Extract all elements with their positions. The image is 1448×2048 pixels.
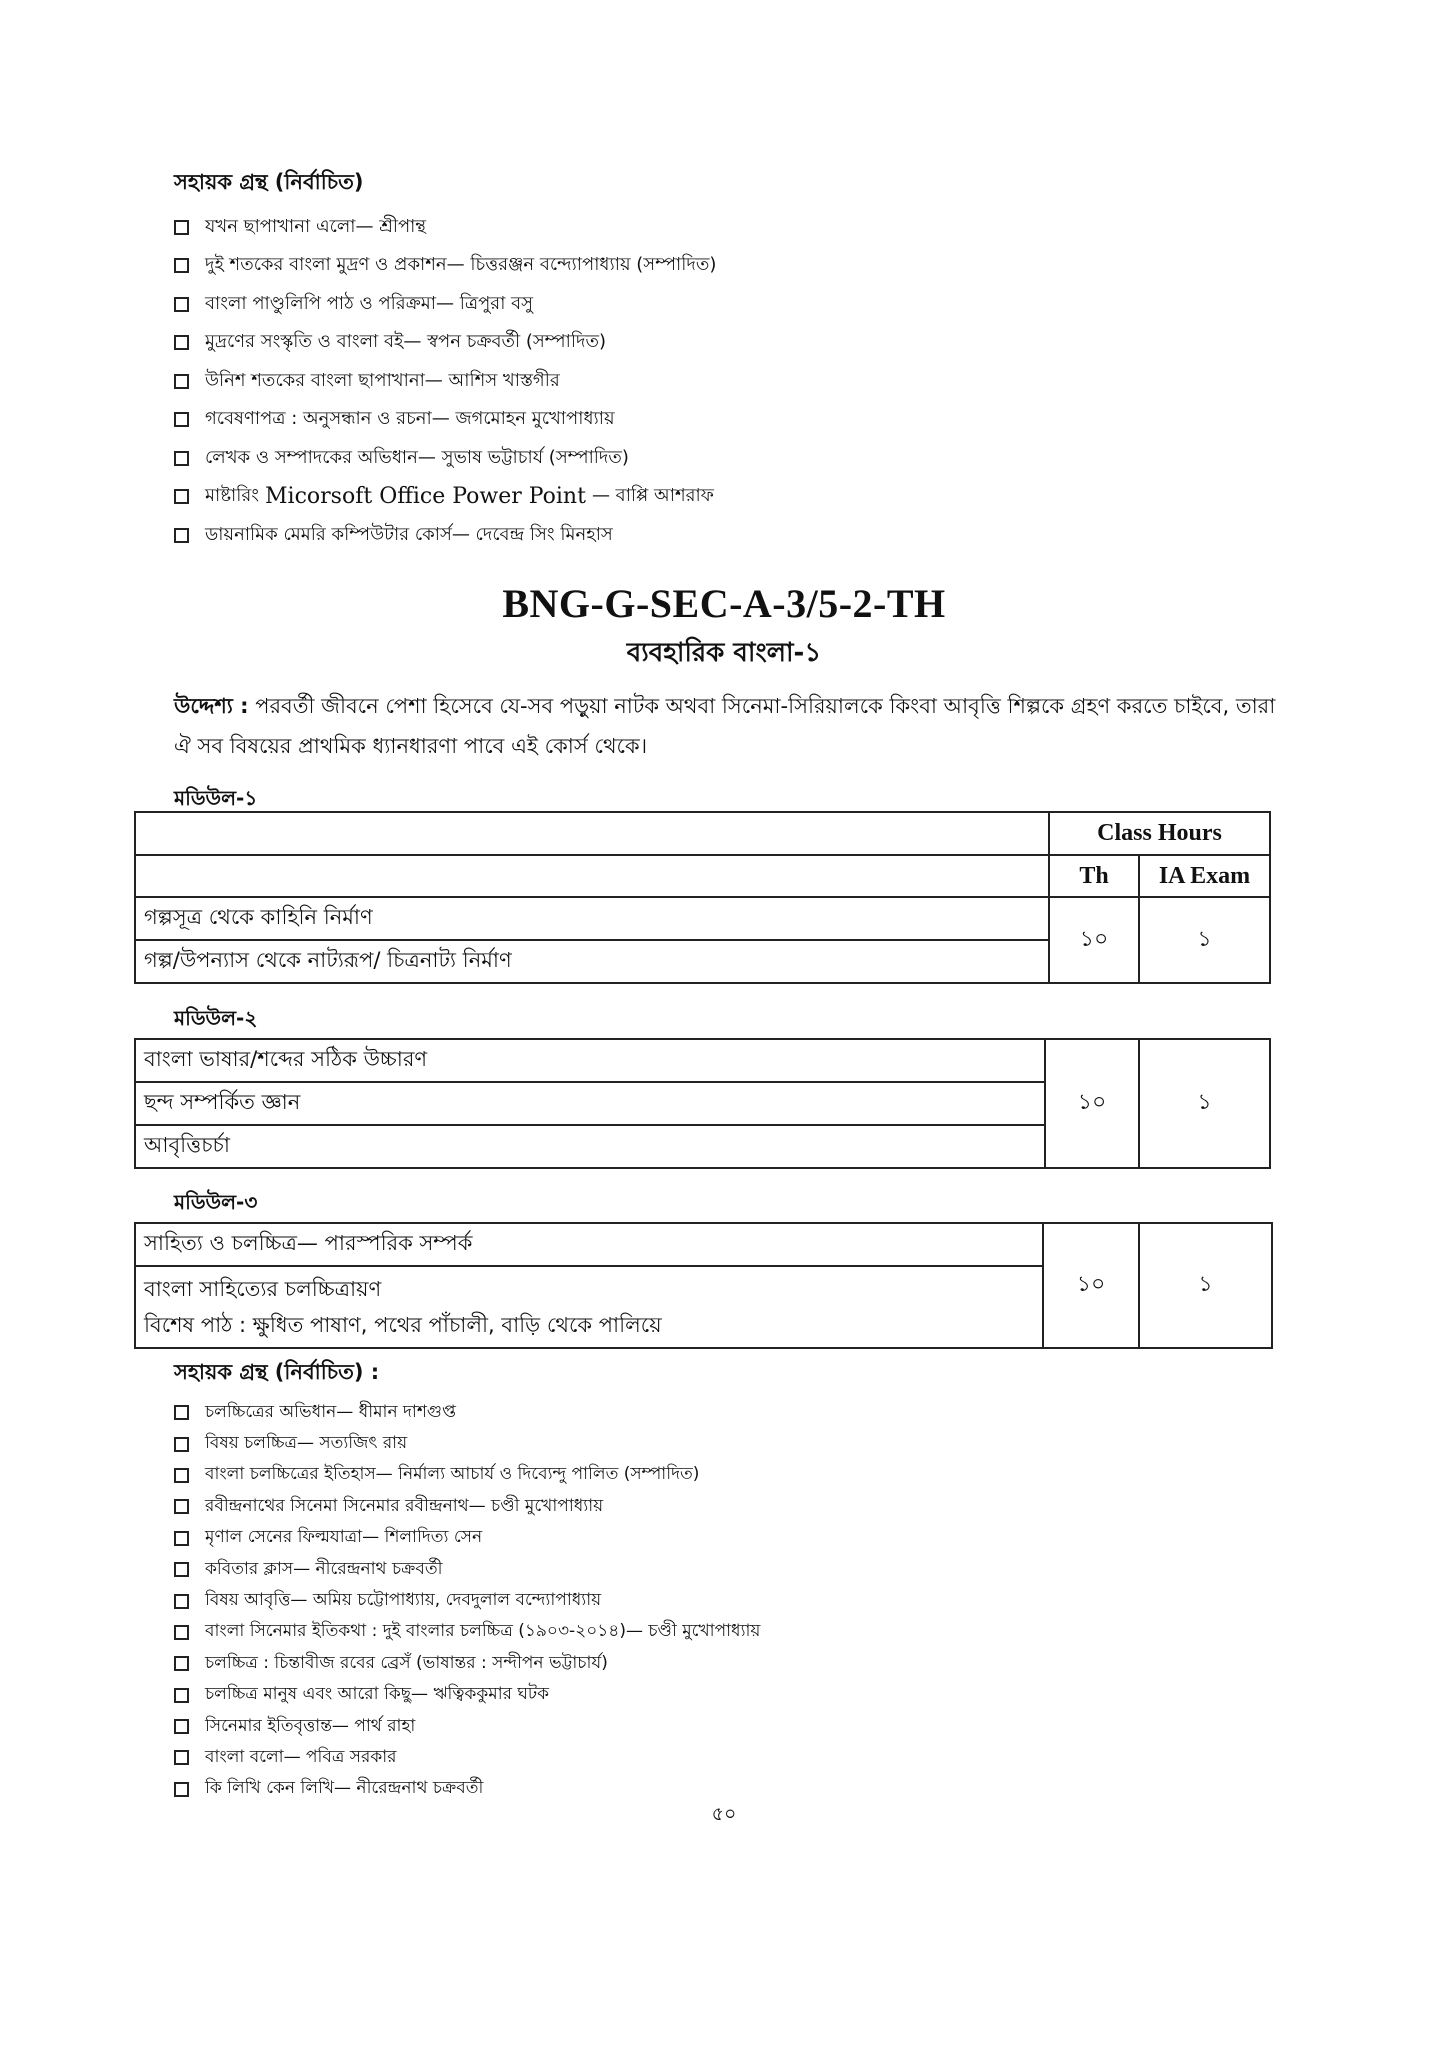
checkbox-icon [174, 1499, 189, 1514]
topic-cell: সাহিত্য ও চলচ্চিত্র— পারস্পরিক সম্পর্ক [135, 1223, 1043, 1266]
list-item: বাংলা পাণ্ডুলিপি পাঠ ও পরিক্রমা— ত্রিপুরা বসু [174, 285, 1324, 324]
checkbox-icon [174, 1750, 189, 1765]
course-code: BNG-G-SEC-A-3/5-2-TH [502, 581, 946, 626]
checkbox-icon [174, 1782, 189, 1797]
course-title: ব্যবহারিক বাংলা-১ [626, 638, 822, 668]
ia-exam-cell: ১ [1139, 1223, 1272, 1348]
list-item: লেখক ও সম্পাদকের অভিধান— সুভাষ ভট্টাচার্য (সম্পাদিত) [174, 439, 1324, 478]
list-item: মৃণাল সেনের ফিল্মযাত্রা— শিলাদিত্য সেন [174, 1523, 1324, 1554]
list-item: বাংলা বলো— পবিত্র সরকার [174, 1742, 1324, 1773]
module-2-table [134, 1038, 1271, 1169]
table-cell [135, 812, 1049, 855]
list-item: বাংলা চলচ্চিত্রের ইতিহাস— নির্মাল্য আচার্য ও দিব্যেন্দু পালিত (সম্পাদিত) [174, 1460, 1324, 1491]
module-3-label: মডিউল-৩ [174, 1190, 258, 1214]
module-1-label: মডিউল-১ [174, 786, 258, 810]
list-item: কি লিখি কেন লিখি— নীরেন্দ্রনাথ চক্রবর্তী [174, 1774, 1324, 1805]
checkbox-icon [174, 335, 189, 350]
ia-exam-cell: ১ [1139, 1039, 1270, 1168]
table-row [135, 1223, 1272, 1266]
checkbox-icon [174, 220, 189, 235]
module-3-table [134, 1222, 1273, 1349]
list-item: বিষয় আবৃত্তি— অমিয় চট্টোপাধ্যায়, দেবদুলাল বন্দ্যোপাধ্যায় [174, 1585, 1324, 1616]
table-row [135, 897, 1270, 940]
checkbox-icon [174, 451, 189, 466]
checkbox-icon [174, 412, 189, 427]
th-hours-cell: ১০ [1043, 1223, 1139, 1348]
checkbox-icon [174, 528, 189, 543]
list-item: রবীন্দ্রনাথের সিনেমা সিনেমার রবীন্দ্রনাথ— চণ্ডী মুখোপাধ্যায় [174, 1491, 1324, 1522]
table-cell [135, 855, 1049, 897]
checkbox-icon [174, 258, 189, 273]
table-row [135, 1039, 1270, 1082]
checkbox-icon [174, 1468, 189, 1483]
list-item: চলচ্চিত্র : চিন্তাবীজ রবের ব্রেসঁ (ভাষান্তর : সন্দীপন ভট্টাচার্য) [174, 1648, 1324, 1679]
reference-books-section-1 [174, 166, 1324, 555]
topic-cell: ছন্দ সম্পর্কিত জ্ঞান [135, 1082, 1045, 1125]
ia-exam-header: IA Exam [1139, 855, 1270, 897]
list-item: বাংলা সিনেমার ইতিকথা : দুই বাংলার চলচ্চিত্র (১৯০৩-২০১৪)— চণ্ডী মুখোপাধ্যায় [174, 1617, 1324, 1648]
page-number: ৫০ [711, 1803, 737, 1825]
checkbox-icon [174, 1562, 189, 1577]
list-item: গবেষণাপত্র : অনুসন্ধান ও রচনা— জগমোহন মুখোপাধ্যায় [174, 401, 1324, 440]
ia-exam-cell: ১ [1139, 897, 1270, 983]
th-header: Th [1049, 855, 1139, 897]
checkbox-icon [174, 1405, 189, 1420]
topic-cell [135, 1266, 1043, 1348]
list-item: মুদ্রণের সংস্কৃতি ও বাংলা বই— স্বপন চক্রবর্তী (সম্পাদিত) [174, 324, 1324, 363]
checkbox-icon [174, 1719, 189, 1734]
reference-books-section-2 [174, 1356, 1324, 1805]
th-hours-cell: ১০ [1045, 1039, 1139, 1168]
topic-cell: গল্প/উপন্যাস থেকে নাট্যরূপ/ চিত্রনাট্য নির্মাণ [135, 940, 1049, 983]
checkbox-icon [174, 1437, 189, 1452]
module-2-label: মডিউল-২ [174, 1006, 258, 1030]
topic-line: বিশেষ পাঠ : ক্ষুধিত পাষাণ, পথের পাঁচালী, বাড়ি থেকে পালিয়ে [144, 1313, 662, 1337]
topic-cell: আবৃত্তিচর্চা [135, 1125, 1045, 1168]
objective-label: উদ্দেশ্য : [174, 694, 249, 718]
topic-cell: গল্পসূত্র থেকে কাহিনি নির্মাণ [135, 897, 1049, 940]
checkbox-icon [174, 1594, 189, 1609]
list-item: কবিতার ক্লাস— নীরেন্দ্রনাথ চক্রবর্তী [174, 1554, 1324, 1585]
list-item: ডায়নামিক মেমরি কম্পিউটার কোর্স— দেবেন্দ্র সিং মিনহাস [174, 516, 1324, 555]
checkbox-icon [174, 297, 189, 312]
list-item: উনিশ শতকের বাংলা ছাপাখানা— আশিস খাস্তগীর [174, 362, 1324, 401]
objective-text: পরবর্তী জীবনে পেশা হিসেবে যে-সব পড়ুয়া নাটক অথবা সিনেমা-সিরিয়ালকে কিংবা আবৃত্তি শিল্পকে গ্রহণ করতে চাইবে, তারা ঐ সব বিষয়ের প্রাথমিক ধ্যানধারণা পাবে এই কোর্স থেকে। [174, 694, 1276, 758]
list-item: দুই শতকের বাংলা মুদ্রণ ও প্রকাশন— চিত্তরঞ্জন বন্দ্যোপাধ্যায় (সম্পাদিত) [174, 247, 1324, 286]
list-item: মাষ্টারিং Micorsoft Office Power Point — বাপ্পি আশরাফ [174, 478, 1324, 517]
list-item: চলচ্চিত্র মানুষ এবং আরো কিছু— ঋত্বিককুমার ঘটক [174, 1680, 1324, 1711]
list-item: চলচ্চিত্রের অভিধান— ধীমান দাশগুপ্ত [174, 1397, 1324, 1428]
reference-books-list [174, 1397, 1324, 1805]
list-item: বিষয় চলচ্চিত্র— সত্যজিৎ রায় [174, 1428, 1324, 1459]
reference-books-heading: সহায়ক গ্রন্থ (নির্বাচিত) : [174, 1360, 380, 1384]
th-hours-cell: ১০ [1049, 897, 1139, 983]
checkbox-icon [174, 1625, 189, 1640]
checkbox-icon [174, 489, 189, 504]
course-objective [174, 686, 1294, 766]
checkbox-icon [174, 1688, 189, 1703]
list-item: সিনেমার ইতিবৃত্তান্ত— পার্থ রাহা [174, 1711, 1324, 1742]
module-1-table [134, 811, 1271, 984]
class-hours-header: Class Hours [1049, 812, 1270, 855]
topic-cell: বাংলা ভাষার/শব্দের সঠিক উচ্চারণ [135, 1039, 1045, 1082]
checkbox-icon [174, 1531, 189, 1546]
reference-books-heading: সহায়ক গ্রন্থ (নির্বাচিত) [174, 170, 364, 194]
topic-line: বাংলা সাহিত্যের চলচ্চিত্রায়ণ [144, 1277, 382, 1301]
checkbox-icon [174, 1656, 189, 1671]
list-item: যখন ছাপাখানা এলো— শ্রীপান্থ [174, 208, 1324, 247]
reference-books-list [174, 208, 1324, 555]
checkbox-icon [174, 374, 189, 389]
